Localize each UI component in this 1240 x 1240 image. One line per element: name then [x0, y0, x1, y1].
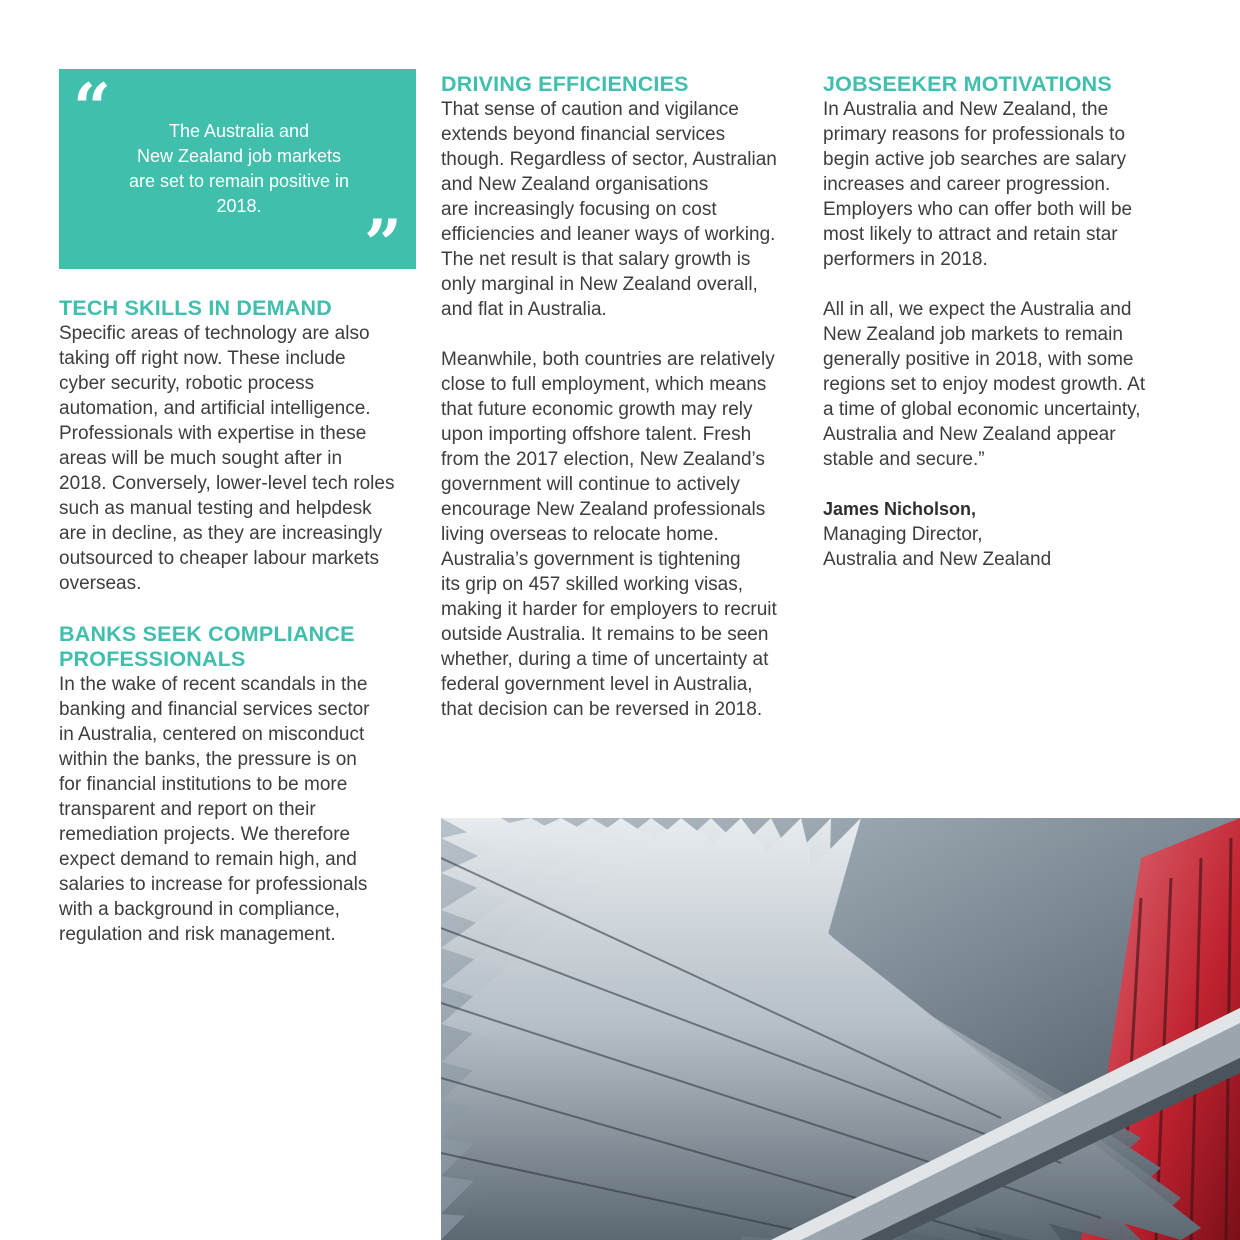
section-tech-skills	[59, 296, 421, 596]
body-driving-1: That sense of caution and vigilance extends beyond financial services though. Regardless of sector, Australian and New Zealand organisations are increasingly focusing on cost efficiencies and leaner ways of working. The net result is that salary growth is only marginal in New Zealand overall, and flat in Australia.	[441, 99, 777, 320]
building-louvres-image	[441, 818, 1240, 1240]
body-jobseeker-1: In Australia and New Zealand, the primary reasons for professionals to begin active job searches are salary increases and career progression. Employers who can offer both will be most likely to attract and retain star performers in 2018.	[823, 99, 1133, 270]
section-jobseeker	[823, 72, 1183, 572]
open-quote-mark: “	[73, 69, 111, 147]
pull-quote	[59, 69, 416, 283]
body-banks: In the wake of recent scandals in the banking and financial services sector in Australia, centered on misconduct within the banks, the pressure is on for financial institutions to be more transparent and report on their remediation projects. We therefore expect demand to remain high, and salaries to increase for professionals with a background in compliance, regulation and risk management.	[59, 674, 370, 945]
heading-banks-line2: PROFESSIONALS	[59, 647, 246, 671]
section-banks	[59, 622, 421, 947]
section-driving-efficiencies	[441, 72, 809, 722]
close-quote-mark: ”	[364, 205, 402, 283]
signature-region: Australia and New Zealand	[823, 549, 1052, 570]
building-photo	[441, 818, 1240, 1240]
signature-title: Managing Director,	[823, 524, 983, 545]
pull-quote-text: The Australia and New Zealand job markets are set to remain positive in 2018.	[128, 121, 350, 216]
heading-driving-efficiencies: DRIVING EFFICIENCIES	[441, 72, 689, 96]
heading-jobseeker: JOBSEEKER MOTIVATIONS	[823, 72, 1112, 96]
heading-banks-line1: BANKS SEEK COMPLIANCE	[59, 622, 355, 646]
signature-name: James Nicholson,	[823, 499, 977, 519]
signature	[823, 497, 1183, 572]
body-driving-2: Meanwhile, both countries are relatively close to full employment, which means that future economic growth may rely upon importing offshore talent. Fresh from the 2017 election, New Zealand’s government will continue to actively encourage New Zealand professionals living overseas to relocate home. Australia’s government is tightening its grip on 457 skilled working visas, making it harder for employers to recruit outside Australia. It remains to be seen whether, during a time of uncertainty at federal government level in Australia, that decision can be reversed in 2018.	[441, 349, 777, 720]
body-tech-skills: Specific areas of technology are also taking off right now. These include cyber security, robotic process automation, and artificial intelligence. Professionals with expertise in these areas will be much sought after in 2018. Conversely, lower-level tech roles such as manual testing and helpdesk are in decline, as they are increasingly outsourced to cheaper labour markets overseas.	[59, 323, 395, 594]
body-jobseeker-2: All in all, we expect the Australia and New Zealand job markets to remain generally positive in 2018, with some regions set to enjoy modest growth. At a time of global economic uncertainty, Australia and New Zealand appear stable and secure.”	[823, 299, 1146, 470]
heading-tech-skills: TECH SKILLS IN DEMAND	[59, 296, 332, 320]
